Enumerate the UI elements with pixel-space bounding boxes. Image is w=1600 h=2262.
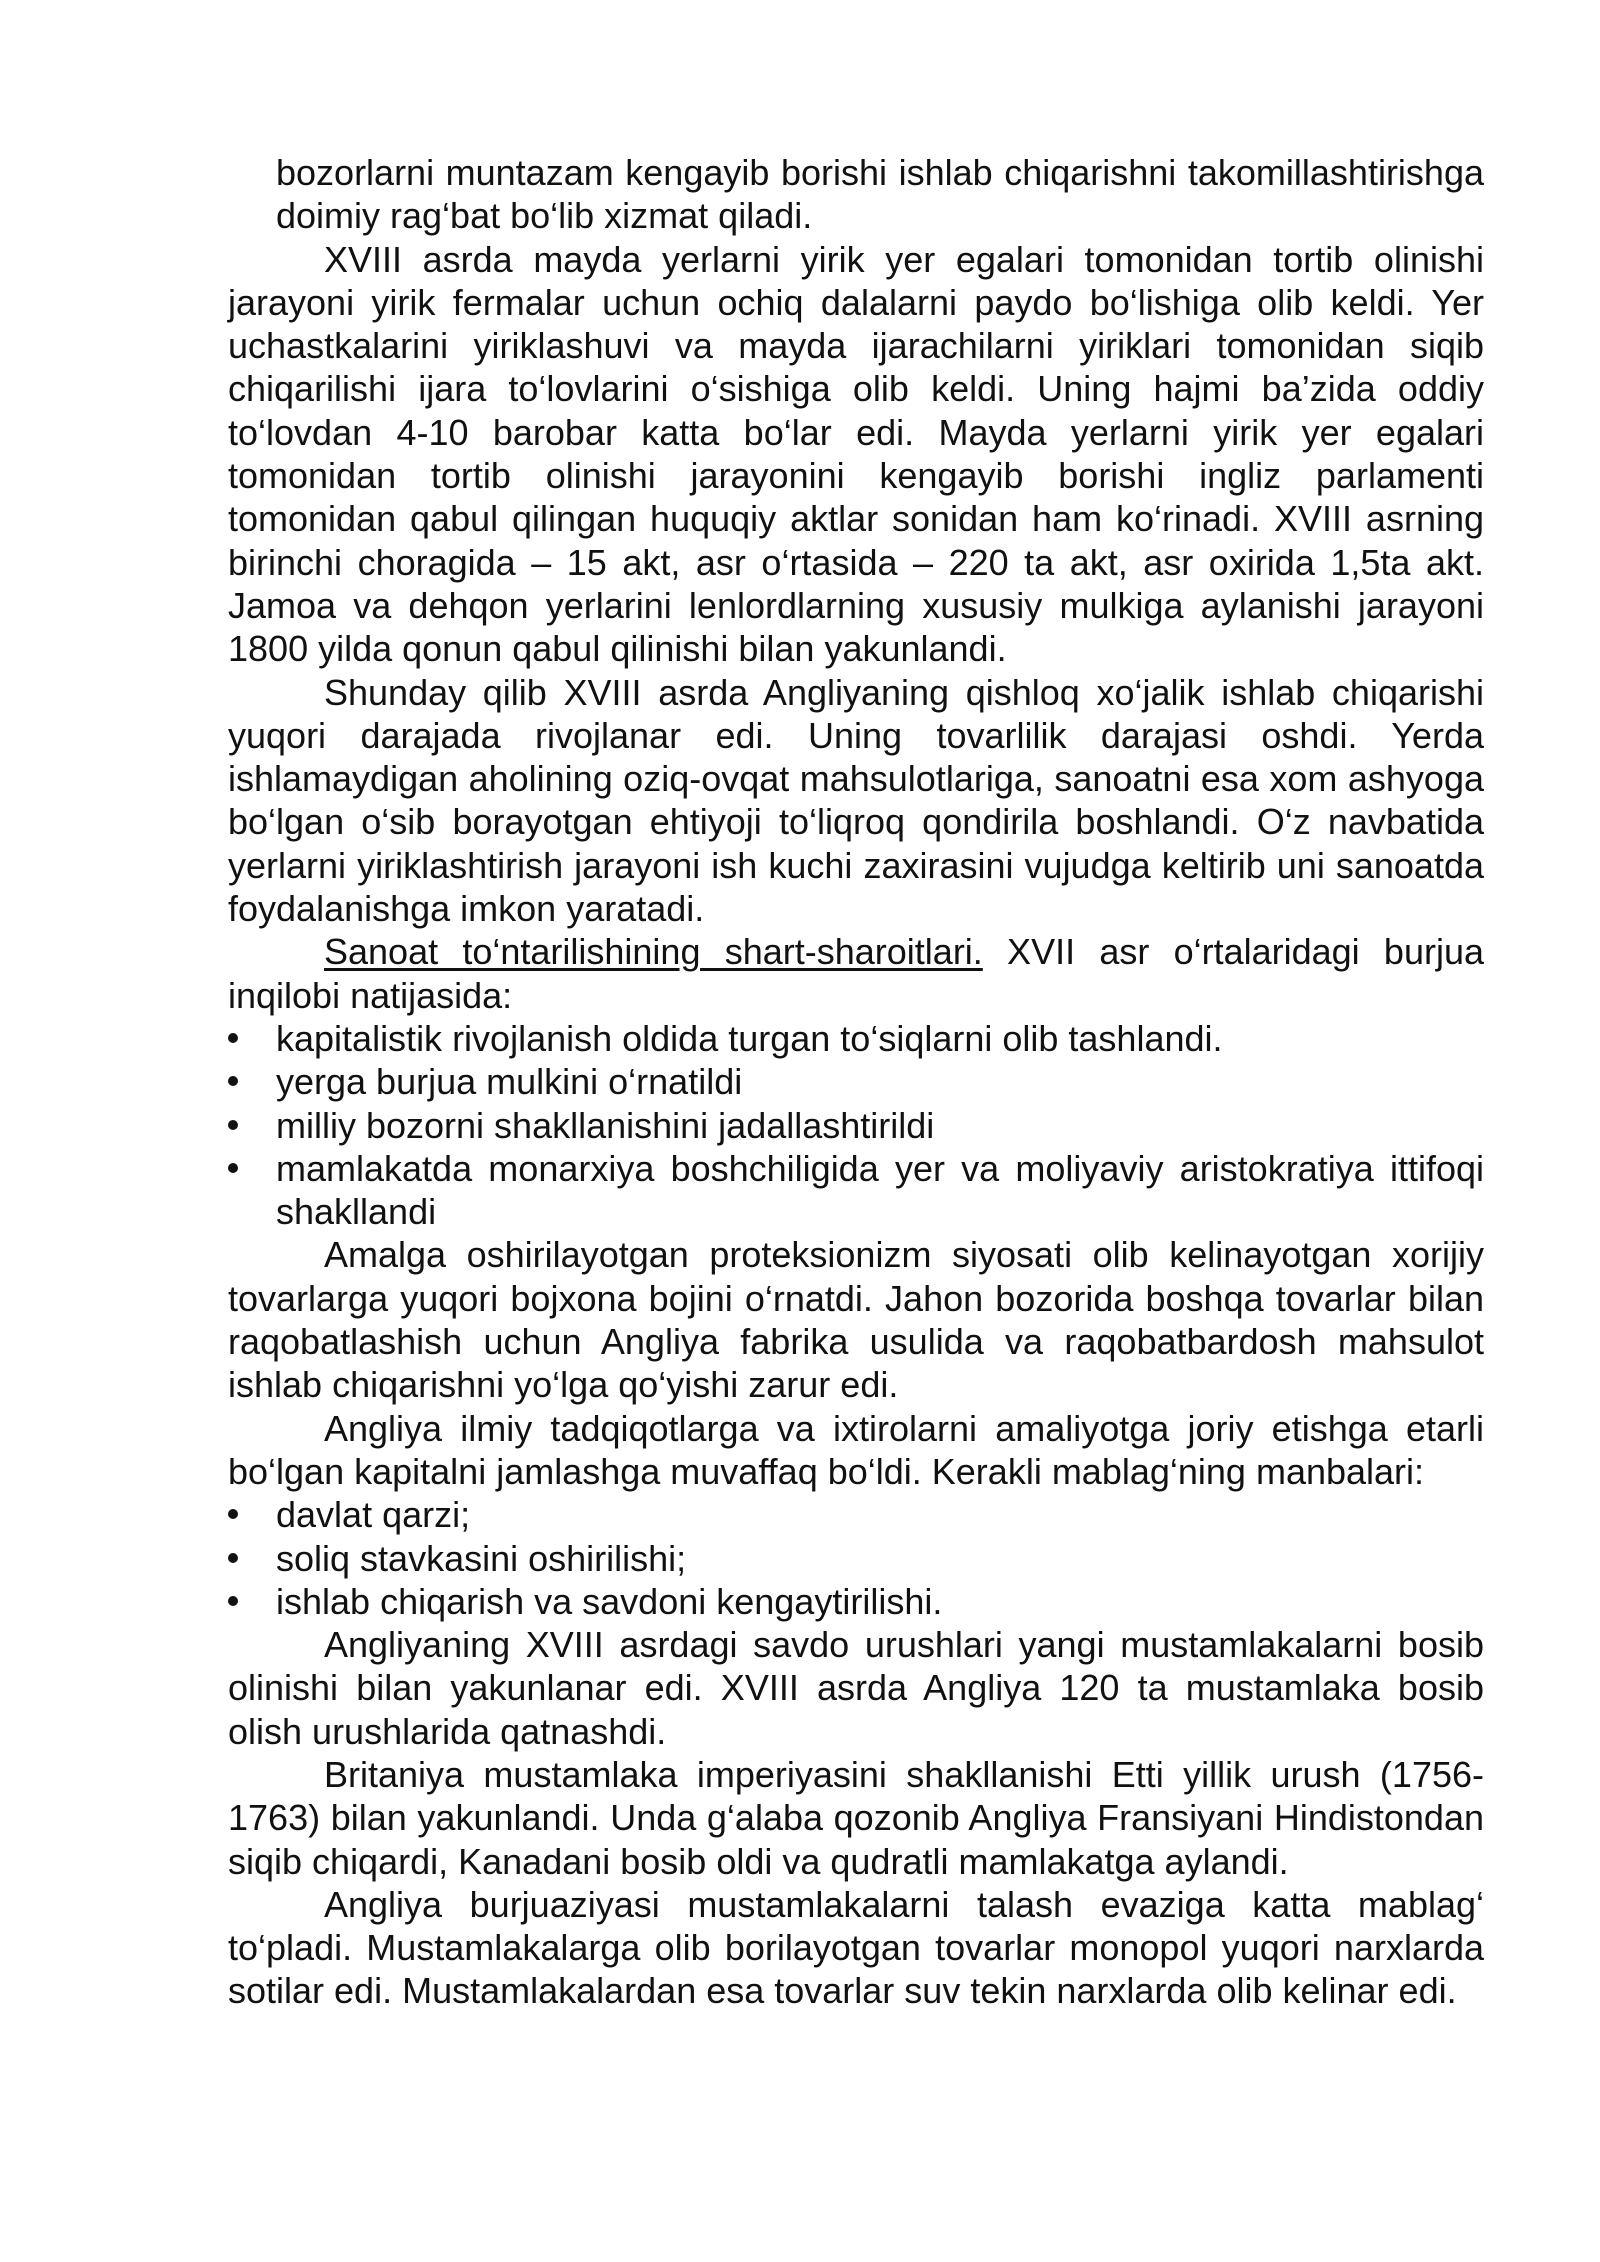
list-item: milliy bozorni shakllanishini jadallashtirildi xyxy=(228,1104,1484,1147)
paragraph-empire: Britaniya mustamlaka imperiyasini shakllanishi Etti yillik urush (1756-1763) bilan yakunlandi. Unda g‘alaba qozonib Angliya Fransiyani Hindistondan siqib chiqardi, Kanadani bosib oldi va qudratli mamlakatga aylandi. xyxy=(228,1753,1484,1882)
list-item: soliq stavkasini oshirilishi; xyxy=(228,1537,1484,1580)
funding-sources-list xyxy=(228,1493,1484,1623)
paragraph-bourgeoisie: Angliya burjuaziyasi mustamlakalarni talash evaziga katta mablag‘ to‘pladi. Mustamlakalarga olib borilayotgan tovarlar monopol yuqori narxlarda sotilar edi. Mustamlakalardan esa tovarlar suv tekin narxlarda olib kelinar edi. xyxy=(228,1883,1484,2012)
paragraph-agriculture: Shunday qilib XVIII asrda Angliyaning qishloq xo‘jalik ishlab chiqarishi yuqori darajada rivojlanar edi. Uning tovarlilik darajasi oshdi. Yerda ishlamaydigan aholining oziq-ovqat mahsulotlariga, sanoatni esa xom ashyoga bo‘lgan o‘sib borayotgan ehtiyoji to‘liqroq qondirila boshlandi. O‘z navbatida yerlarni yiriklashtirish jarayoni ish kuchi zaxirasini vujudga keltirib uni sanoatda foydalanishga imkon yaratadi. xyxy=(228,671,1484,930)
section-heading-rest: XVII asr o‘rtalaridagi burjua inqilobi natijasida: xyxy=(228,931,1484,1016)
bullet-icon xyxy=(228,1509,238,1519)
paragraph-land-enclosure: XVIII asrda mayda yerlarni yirik yer egalari tomonidan tortib olinishi jarayoni yirik fermalar uchun ochiq dalalarni paydo bo‘lishiga olib keldi. Yer uchastkalarini yiriklashuvi va mayda ijarachilarni yiriklari tomonidan siqib chiqarilishi ijara to‘lovlarini o‘sishiga olib keldi. Uning hajmi ba’zida oddiy to‘lovdan 4-10 barobar katta bo‘lar edi. Mayda yerlarni yirik yer egalari tomonidan tortib olinishi jarayonini kengayib borishi ingliz parlamenti tomonidan qabul qilingan huquqiy aktlar sonidan ham ko‘rinadi. XVIII asrning birinchi choragida – 15 akt, asr o‘rtasida – 220 ta akt, asr oxirida 1,5ta akt. Jamoa va dehqon yerlarini lenlordlarning xususiy mulkiga aylanishi jarayoni 1800 yilda qonun qabul qilinishi bilan yakunlandi. xyxy=(228,238,1484,670)
bullet-icon xyxy=(228,1553,238,1563)
list-item: yerga burjua mulkini o‘rnatildi xyxy=(228,1060,1484,1103)
revolution-results-list xyxy=(228,1017,1484,1233)
list-item: kapitalistik rivojlanish oldida turgan to‘siqlarni olib tashlandi. xyxy=(228,1017,1484,1060)
continuation-paragraph: bozorlarni muntazam kengayib borishi ishlab chiqarishni takomillashtirishga doimiy rag‘bat bo‘lib xizmat qiladi. xyxy=(276,152,1484,237)
paragraph-protectionism: Amalga oshirilayotgan proteksionizm siyosati olib kelinayotgan xorijiy tovarlarga yuqori bojxona bojini o‘rnatdi. Jahon bozorida boshqa tovarlar bilan raqobatlashish uchun Angliya fabrika usulida va raqobatbardosh mahsulot ishlab chiqarishni yo‘lga qo‘yishi zarur edi. xyxy=(228,1234,1484,1406)
paragraph-preconditions xyxy=(228,930,1484,1017)
list-item: ishlab chiqarish va savdoni kengaytirilishi. xyxy=(228,1580,1484,1623)
paragraph-capital: Angliya ilmiy tadqiqotlarga va ixtirolarni amaliyotga joriy etishga etarli bo‘lgan kapitalni jamlashga muvaffaq bo‘ldi. Kerakli mablag‘ning manbalari: xyxy=(228,1407,1484,1492)
bullet-icon xyxy=(228,1120,238,1130)
bullet-icon xyxy=(228,1076,238,1086)
bullet-icon xyxy=(228,1163,238,1173)
list-item: davlat qarzi; xyxy=(228,1493,1484,1536)
list-item: mamlakatda monarxiya boshchiligida yer va moliyaviy aristokratiya ittifoqi shakllandi xyxy=(228,1147,1484,1234)
document-page xyxy=(228,151,1484,2013)
section-heading: Sanoat to‘ntarilishining shart-sharoitlari. xyxy=(324,931,983,973)
paragraph-trade-wars: Angliyaning XVIII asrdagi savdo urushlari yangi mustamlakalarni bosib olinishi bilan yakunlanar edi. XVIII asrda Angliya 120 ta mustamlaka bosib olish urushlarida qatnashdi. xyxy=(228,1624,1484,1752)
bullet-icon xyxy=(228,1596,238,1606)
bullet-icon xyxy=(228,1033,238,1043)
